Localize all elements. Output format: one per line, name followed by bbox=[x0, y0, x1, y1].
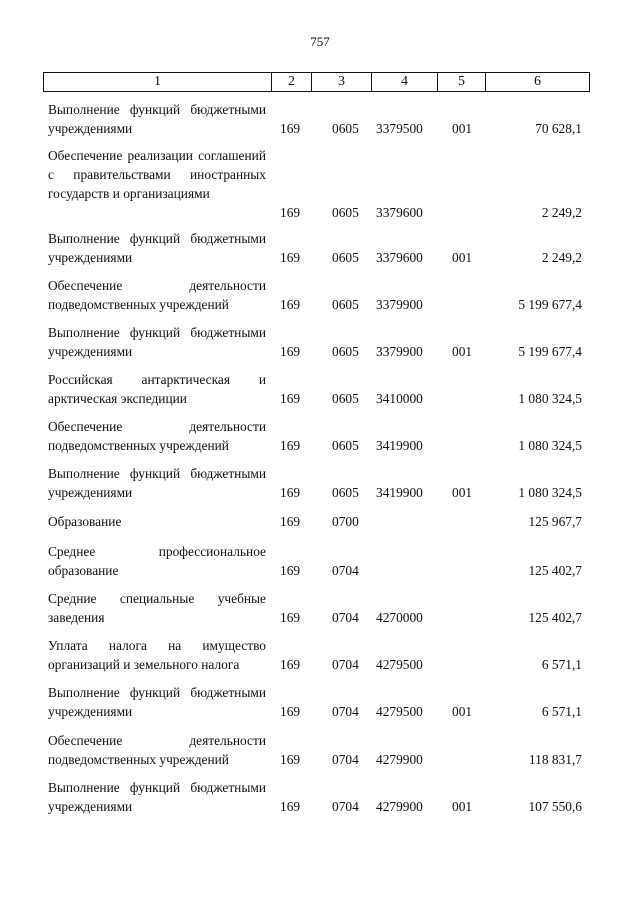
table-row bbox=[0, 323, 640, 361]
row-col-2: 169 bbox=[280, 610, 301, 625]
row-col-6: 2 249,2 bbox=[541, 205, 582, 220]
row-col-6: 125 402,7 bbox=[528, 610, 582, 625]
row-col-6: 125 402,7 bbox=[528, 563, 582, 578]
row-col-2: 169 bbox=[280, 514, 301, 529]
row-col-3: 0605 bbox=[332, 250, 359, 265]
row-col-4: 3419900 bbox=[376, 438, 423, 453]
row-col-4: 3379500 bbox=[376, 121, 423, 136]
table-row bbox=[0, 229, 640, 267]
row-col-2: 169 bbox=[280, 563, 301, 578]
row-col-4: 3379900 bbox=[376, 344, 423, 359]
row-name: Выполнение функций бюджетными учреждениями bbox=[48, 231, 266, 265]
table-row bbox=[0, 731, 640, 769]
row-col-2: 169 bbox=[280, 485, 301, 500]
row-col-3: 0704 bbox=[332, 610, 359, 625]
row-col-5: 001 bbox=[452, 344, 473, 359]
row-col-2: 169 bbox=[280, 205, 301, 220]
row-name: Обеспечение деятельности подведомственных учреждений bbox=[48, 278, 266, 312]
row-name: Обеспечение деятельности подведомственных учреждений bbox=[48, 733, 266, 767]
row-col-2: 169 bbox=[280, 344, 301, 359]
header-col-1: 1 bbox=[44, 73, 272, 92]
table-row bbox=[0, 464, 640, 502]
row-col-4: 4270000 bbox=[376, 610, 423, 625]
row-col-4: 3419900 bbox=[376, 485, 423, 500]
row-col-2: 169 bbox=[280, 121, 301, 136]
table-row bbox=[0, 636, 640, 674]
row-col-3: 0704 bbox=[332, 704, 359, 719]
row-col-2: 169 bbox=[280, 250, 301, 265]
row-col-3: 0704 bbox=[332, 752, 359, 767]
row-name: Уплата налога на имущество организаций и земельного налога bbox=[48, 638, 266, 672]
header-col-2: 2 bbox=[272, 73, 312, 92]
row-name: Выполнение функций бюджетными учреждениями bbox=[48, 102, 266, 136]
row-col-3: 0605 bbox=[332, 391, 359, 406]
row-col-6: 1 080 324,5 bbox=[518, 438, 582, 453]
row-col-2: 169 bbox=[280, 657, 301, 672]
table-row bbox=[0, 589, 640, 627]
row-col-4: 4279900 bbox=[376, 799, 423, 814]
row-col-3: 0605 bbox=[332, 121, 359, 136]
row-col-6: 107 550,6 bbox=[528, 799, 582, 814]
row-col-3: 0605 bbox=[332, 205, 359, 220]
row-name: Среднее профессиональное образование bbox=[48, 544, 266, 578]
row-name: Образование bbox=[48, 514, 122, 529]
row-col-3: 0704 bbox=[332, 799, 359, 814]
table-row bbox=[0, 100, 640, 138]
row-name: Средние специальные учебные заведения bbox=[48, 591, 266, 625]
row-name: Выполнение функций бюджетными учреждениями bbox=[48, 780, 266, 814]
row-col-3: 0700 bbox=[332, 514, 359, 529]
table-row bbox=[0, 683, 640, 721]
row-name: Выполнение функций бюджетными учреждениями bbox=[48, 325, 266, 359]
page-number: 757 bbox=[310, 34, 330, 49]
header-col-6: 6 bbox=[486, 73, 590, 92]
row-col-6: 118 831,7 bbox=[528, 752, 582, 767]
row-name: Обеспечение реализации соглашений с правительствами иностранных государств и организациями bbox=[48, 148, 266, 201]
row-col-6: 1 080 324,5 bbox=[518, 391, 582, 406]
header-col-3: 3 bbox=[312, 73, 372, 92]
row-col-3: 0605 bbox=[332, 297, 359, 312]
row-col-4: 3410000 bbox=[376, 391, 423, 406]
row-name: Обеспечение деятельности подведомственных учреждений bbox=[48, 419, 266, 453]
table-row bbox=[0, 512, 640, 531]
row-col-5: 001 bbox=[452, 799, 473, 814]
row-col-4: 3379600 bbox=[376, 250, 423, 265]
row-col-2: 169 bbox=[280, 391, 301, 406]
row-col-6: 6 571,1 bbox=[541, 704, 582, 719]
row-col-2: 169 bbox=[280, 704, 301, 719]
row-col-5: 001 bbox=[452, 250, 473, 265]
row-col-3: 0605 bbox=[332, 438, 359, 453]
row-col-3: 0704 bbox=[332, 563, 359, 578]
row-col-4: 4279500 bbox=[376, 704, 423, 719]
header-col-5: 5 bbox=[438, 73, 486, 92]
table-row bbox=[0, 417, 640, 455]
row-name: Российская антарктическая и арктическая экспедиции bbox=[48, 372, 266, 406]
row-col-6: 125 967,7 bbox=[528, 514, 582, 529]
table-row bbox=[0, 146, 640, 222]
row-col-4: 4279900 bbox=[376, 752, 423, 767]
row-col-6: 5 199 677,4 bbox=[518, 297, 582, 312]
table-row bbox=[0, 778, 640, 816]
row-col-2: 169 bbox=[280, 438, 301, 453]
row-col-4: 3379900 bbox=[376, 297, 423, 312]
row-col-6: 5 199 677,4 bbox=[518, 344, 582, 359]
row-col-3: 0704 bbox=[332, 657, 359, 672]
row-col-5: 001 bbox=[452, 704, 473, 719]
row-col-3: 0605 bbox=[332, 485, 359, 500]
table-row bbox=[0, 542, 640, 580]
row-name: Выполнение функций бюджетными учреждениями bbox=[48, 685, 266, 719]
row-col-4: 3379600 bbox=[376, 205, 423, 220]
row-col-5: 001 bbox=[452, 485, 473, 500]
row-col-2: 169 bbox=[280, 297, 301, 312]
row-col-6: 6 571,1 bbox=[541, 657, 582, 672]
table-row bbox=[0, 276, 640, 314]
row-col-2: 169 bbox=[280, 799, 301, 814]
row-col-6: 70 628,1 bbox=[535, 121, 582, 136]
row-col-2: 169 bbox=[280, 752, 301, 767]
header-col-4: 4 bbox=[372, 73, 438, 92]
table-row bbox=[0, 370, 640, 408]
row-col-6: 1 080 324,5 bbox=[518, 485, 582, 500]
row-col-4: 4279500 bbox=[376, 657, 423, 672]
row-name: Выполнение функций бюджетными учреждениями bbox=[48, 466, 266, 500]
row-col-6: 2 249,2 bbox=[541, 250, 582, 265]
row-col-3: 0605 bbox=[332, 344, 359, 359]
row-col-5: 001 bbox=[452, 121, 473, 136]
